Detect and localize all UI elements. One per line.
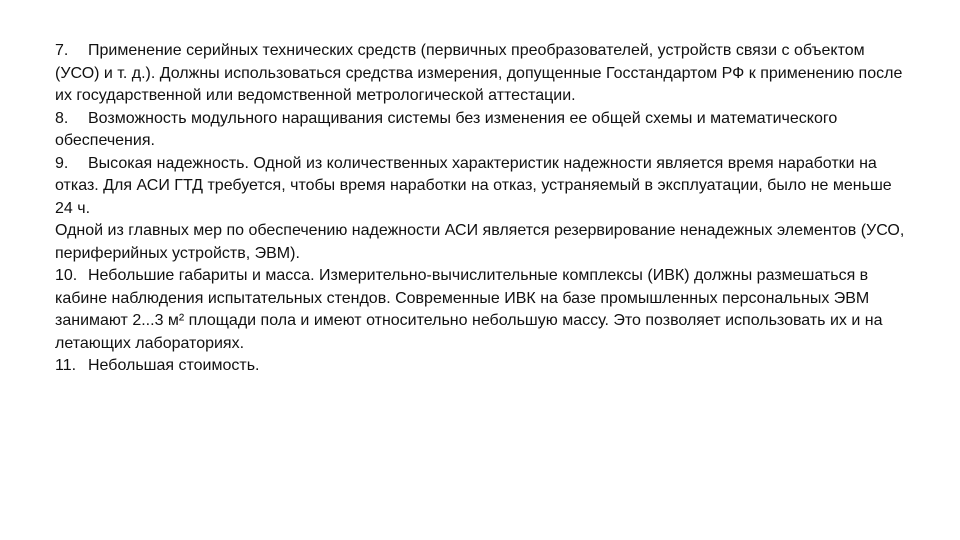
item-number: 11. [55, 357, 77, 374]
slide-text-body [55, 40, 905, 378]
item-number: 8. [55, 109, 69, 127]
list-item-11 [55, 355, 905, 378]
list-item-10 [55, 265, 905, 355]
item-number: 9. [55, 154, 69, 172]
item-text: Небольшая стоимость. [88, 357, 260, 374]
item-text: Высокая надежность. Одной из количественных характеристик надежности является время наработки на отказ. Для АСИ ГТД требуется, чтобы время наработки на отказ, устраняемый в эксплуатации, было не меньше 24 ч. [55, 154, 892, 217]
item-number: 7. [55, 42, 69, 59]
item-number: 10. [55, 267, 78, 284]
item-text: Одной из главных мер по обеспечению надежности АСИ является резервирование ненадежных элементов (УСО, периферийных устройств, ЭВМ). [55, 222, 905, 262]
item-text: Возможность модульного наращивания системы без изменения ее общей схемы и математического обеспечения. [55, 109, 838, 149]
list-item-9 [55, 153, 905, 221]
list-item-8 [55, 108, 905, 153]
list-item-7 [55, 40, 905, 108]
item-text: Небольшие габариты и масса. Измерительно-вычислительные комплексы (ИВК) должны размешаться в кабине наблюдения испытательных стендов. Современные ИВК на базе промышленных персональных ЭВМ занимают 2...3 м² площади пола и имеют относительно небольшую массу. Это позволяет использовать их и на летающих лабораториях. [55, 267, 883, 352]
item-text: Применение серийных технических средств (первичных преобразователей, устройств связи с объектом (УСО) и т. д.). Должны использоваться средства измерения, допущенные Госстандартом РФ к применению после их государственной или ведомственной метрологической аттестации. [55, 42, 903, 104]
paragraph-reliability [55, 220, 905, 265]
